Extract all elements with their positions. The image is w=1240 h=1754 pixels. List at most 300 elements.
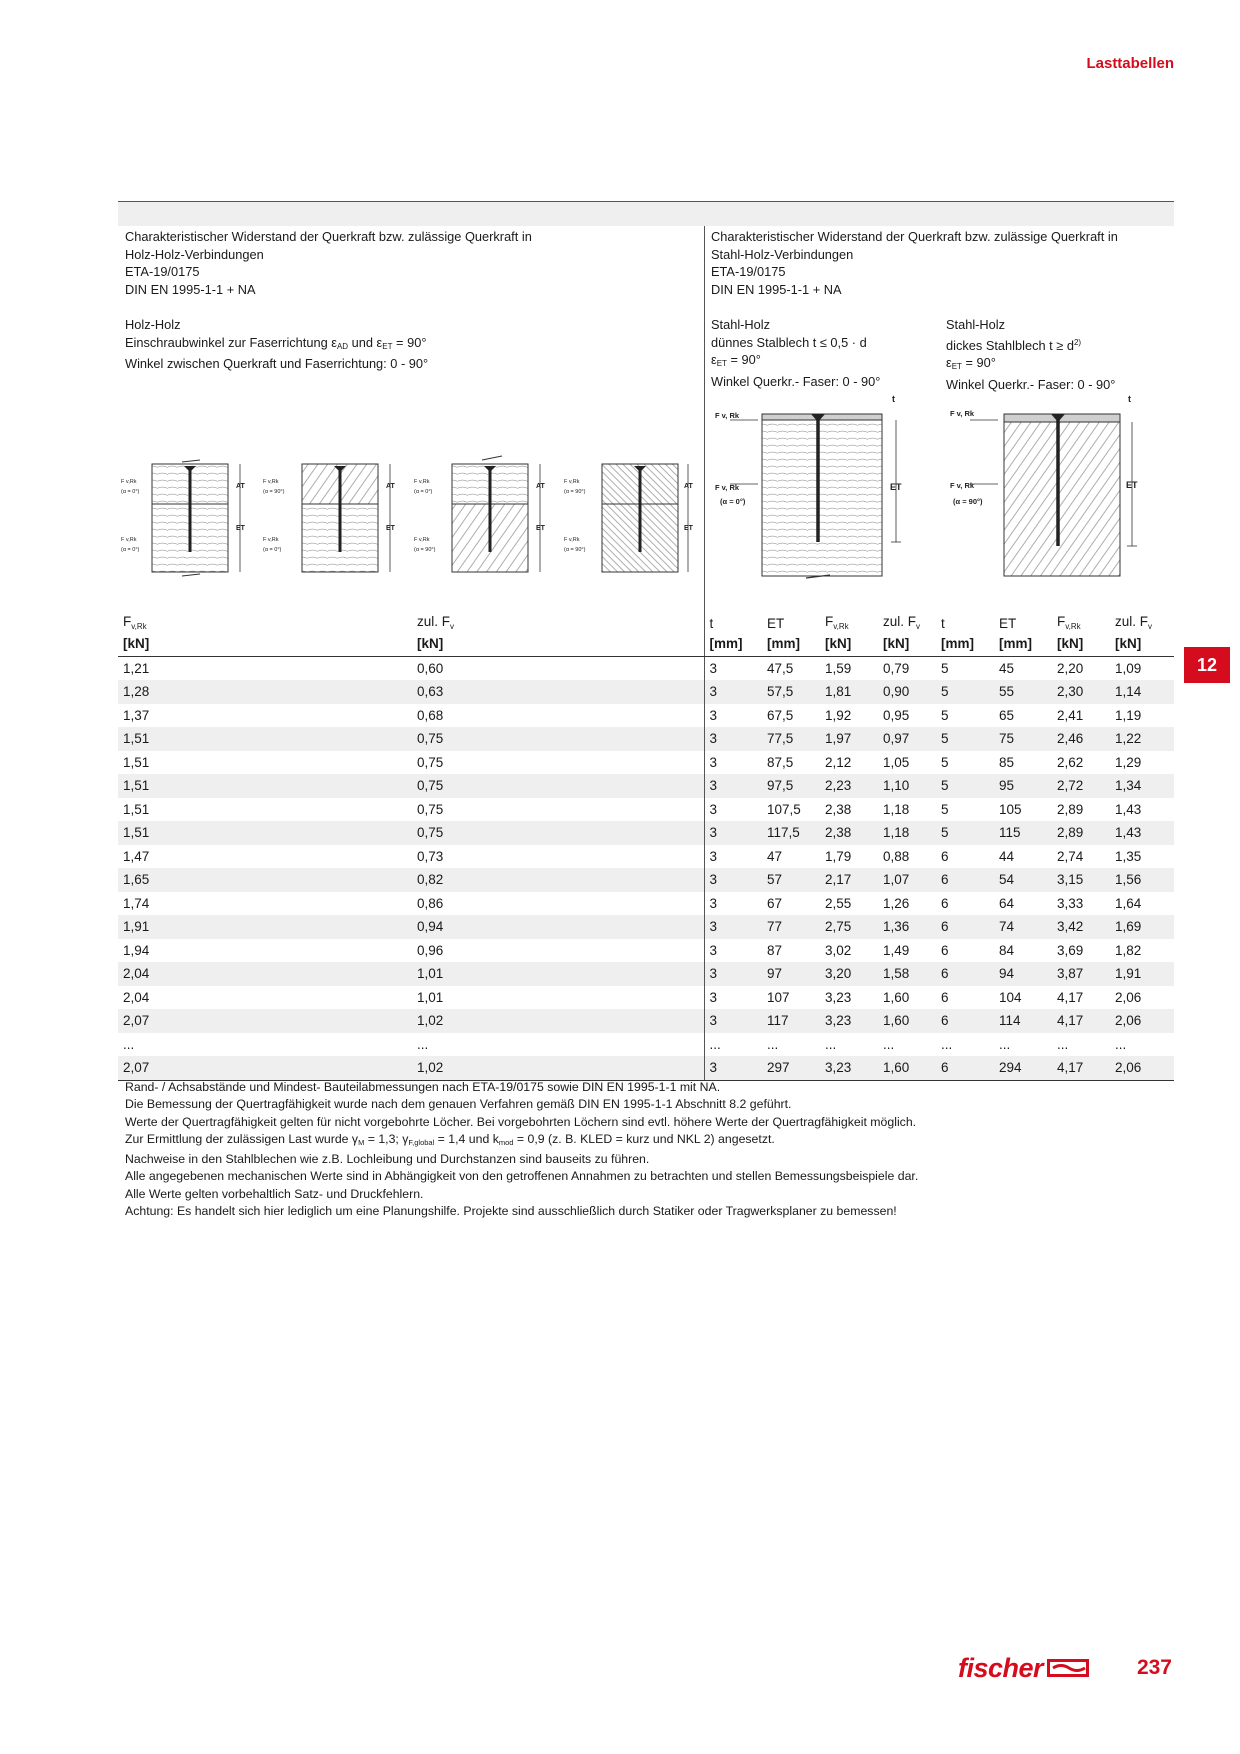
note-line: Werte der Quertragfähigkeit gelten für nicht vorgebohrte Löcher. Bei vorgebohrten Löchern sind evtl. höhere Werte der Quertragfähigkeit möglich. — [125, 1114, 917, 1129]
svg-text:F v,Rk: F v,Rk — [564, 537, 580, 543]
table-cell: 4,17 — [1052, 1009, 1110, 1033]
table-cell: 1,18 — [883, 801, 910, 817]
table-cell: 5 — [941, 801, 949, 817]
svg-text:(α = 0°): (α = 0°) — [720, 497, 746, 506]
svg-text:AT: AT — [386, 483, 395, 490]
column-header: zul. $F_v$ — [883, 614, 921, 631]
table-cell: 3 — [704, 656, 762, 680]
logo-mark-icon — [1047, 1658, 1089, 1678]
svg-text:F v,Rk: F v,Rk — [414, 537, 430, 543]
table-cell: 2,04 — [118, 962, 412, 986]
svg-text:F v,Rk: F v,Rk — [263, 479, 279, 485]
table-cell: 1,35 — [1115, 848, 1142, 864]
right-header-line: Charakteristischer Widerstand der Querkraft bzw. zulässige Querkraft in — [711, 229, 1118, 244]
table-cell: 6 — [936, 1009, 994, 1033]
table-cell: 0,73 — [417, 848, 444, 864]
table-cell: 6 — [936, 962, 994, 986]
footnotes — [125, 1079, 1165, 1220]
column-header: $F_{v,Rk}$ — [825, 614, 849, 631]
table-cell: 1,19 — [1115, 707, 1142, 723]
table-cell: 2,30 — [1052, 680, 1110, 704]
svg-text:F v,Rk: F v,Rk — [121, 479, 137, 485]
table-cell: 1,92 — [825, 707, 852, 723]
table-cell: 57,5 — [762, 680, 820, 704]
note-line: Rand- / Achsabstände und Mindest- Bauteilabmessungen nach ETA-19/0175 sowie DIN EN 1995-1-1 mit NA. — [125, 1080, 721, 1094]
svg-text:F v,Rk: F v,Rk — [414, 479, 430, 485]
note-line: Alle Werte gelten vorbehaltlich Satz- und Druckfehlern. — [125, 1186, 424, 1201]
unit-cell: [mm] — [936, 632, 994, 656]
left-header-angle-2: Winkel zwischen Querkraft und Faserrichtung: 0 - 90° — [125, 356, 429, 372]
table-cell: ... — [123, 1036, 135, 1052]
table-cell: 2,06 — [1110, 1056, 1174, 1080]
table-cell: 1,26 — [883, 895, 910, 911]
table-cell: 3 — [704, 774, 762, 798]
table-cell: 57 — [762, 868, 820, 892]
right-header — [711, 228, 1118, 298]
holz-holz-diagram-1 — [121, 460, 246, 576]
table-cell: 0,75 — [412, 727, 704, 751]
table-cell: 2,06 — [1110, 1009, 1174, 1033]
table-cell: 294 — [994, 1056, 1052, 1080]
column-header: t — [704, 605, 762, 632]
table-cell: 1,51 — [123, 801, 150, 817]
table-cell: 4,17 — [1057, 989, 1084, 1005]
table-cell: 2,38 — [820, 821, 878, 845]
left-header-title: Holz-Holz — [125, 316, 181, 332]
table-cell: 117 — [762, 1009, 820, 1033]
svg-text:F v,Rk: F v,Rk — [564, 479, 580, 485]
table-row — [118, 892, 1174, 916]
table-row — [118, 915, 1174, 939]
table-row — [118, 774, 1174, 798]
table-cell: 0,75 — [412, 774, 704, 798]
thick-plate-title: Stahl-Holz — [946, 317, 1006, 332]
unit-cell: [kN] — [1110, 632, 1174, 656]
diagram-svg — [118, 380, 1174, 586]
table-cell: 6 — [936, 915, 994, 939]
table-cell: 97 — [762, 962, 820, 986]
table-cell: 0,75 — [412, 821, 704, 845]
table-cell: 1,69 — [1110, 915, 1174, 939]
table-row — [118, 751, 1174, 775]
table-cell: 0,75 — [417, 801, 444, 817]
thick-plate-epsilon: $\varepsilon_{ET} = 90^\circ$ — [946, 355, 996, 372]
table-cell: 77 — [762, 915, 820, 939]
table-cell: 3,23 — [825, 989, 852, 1005]
table-cell: ... — [704, 1033, 762, 1057]
table-cell: 3,02 — [825, 942, 852, 958]
table-cell: 1,51 — [118, 821, 412, 845]
thin-plate-condition: dünnes Stalblech t ≤ 0,5 · d — [711, 334, 867, 350]
table-body — [118, 656, 1174, 1080]
table-cell: 3,69 — [1057, 942, 1084, 958]
table-row — [118, 939, 1174, 963]
table-cell: 0,63 — [412, 680, 704, 704]
table-cell: 1,01 — [412, 962, 704, 986]
svg-text:(α = 90°): (α = 90°) — [564, 547, 586, 553]
table-cell: 297 — [762, 1056, 820, 1080]
table-cell: 3,33 — [1057, 895, 1084, 911]
table-cell: 0,95 — [883, 707, 910, 723]
table-cell: 84 — [999, 942, 1015, 958]
svg-text:F v, Rk: F v, Rk — [715, 483, 740, 492]
table-cell: 87 — [767, 942, 783, 958]
table-cell: 2,38 — [825, 801, 852, 817]
note-line: Zur Ermittlung der zulässigen Last wurde $\gamma_M = 1,3$; $\gamma_{F,global} = 1,4$ und $k_{mod} = 0,9$ (z. B. KLED = kurz und NKL 2) angesetzt. — [125, 1131, 775, 1147]
table-cell: 1,09 — [1115, 660, 1142, 676]
section-title: Lasttabellen — [1086, 55, 1174, 72]
svg-text:(α = 90°): (α = 90°) — [414, 547, 436, 553]
unit-cell: [mm] — [994, 632, 1052, 656]
table-cell: 2,04 — [123, 989, 150, 1005]
table-row — [118, 704, 1174, 728]
table-cell: 1,29 — [1115, 754, 1142, 770]
svg-text:AT: AT — [236, 483, 245, 490]
table-row — [118, 1056, 1174, 1080]
column-header: $F_{v,Rk}$ — [123, 614, 147, 631]
table-cell: 2,89 — [1052, 821, 1110, 845]
table-cell: 0,90 — [878, 680, 936, 704]
holz-holz-diagram-3 — [414, 456, 546, 572]
svg-text:F v, Rk: F v, Rk — [950, 481, 975, 490]
stahl-holz-thin-diagram — [715, 394, 902, 578]
table-cell: 1,43 — [1115, 801, 1142, 817]
table-cell: 1,65 — [118, 868, 412, 892]
table-cell: 2,07 — [118, 1056, 412, 1080]
table-cell: 1,14 — [1110, 680, 1174, 704]
table-cell: 0,88 — [883, 848, 910, 864]
svg-text:AT: AT — [536, 483, 545, 490]
table-cell: 1,97 — [820, 727, 878, 751]
thin-plate-angle: Winkel Querkr.- Faser: 0 - 90° — [711, 373, 881, 389]
table-cell: 1,60 — [878, 1009, 936, 1033]
table-cell: 1,91 — [118, 915, 412, 939]
table-cell: 5 — [936, 727, 994, 751]
right-header-line: Stahl-Holz-Verbindungen — [711, 246, 854, 262]
table-cell: 1,51 — [118, 774, 412, 798]
column-header: zul. $F_v$ — [1115, 614, 1153, 631]
table-cell: 1,58 — [878, 962, 936, 986]
table-cell: 1,91 — [1110, 962, 1174, 986]
column-header: ET — [767, 616, 785, 631]
table-cell: ... — [1115, 1036, 1127, 1052]
fischer-logo — [958, 1651, 1089, 1685]
svg-text:(α = 0°): (α = 0°) — [263, 547, 282, 553]
table-cell: 107 — [767, 989, 790, 1005]
table-row — [118, 986, 1174, 1010]
table-row — [118, 962, 1174, 986]
table-cell: 1,02 — [412, 1009, 704, 1033]
table-cell: 3 — [704, 1056, 762, 1080]
thick-plate-condition: dickes Stahlblech $t \ge d^{2)}$ — [946, 337, 1082, 353]
table-cell: 5 — [936, 821, 994, 845]
table-cell: 115 — [994, 821, 1052, 845]
table-cell: 3,23 — [820, 1056, 878, 1080]
table-cell: 1,60 — [883, 989, 910, 1005]
unit-cell: [kN] — [118, 632, 412, 656]
table-cell: 1,28 — [118, 680, 412, 704]
table-cell: 107,5 — [767, 801, 801, 817]
holz-holz-diagram-2 — [263, 464, 396, 572]
svg-text:(α = 0°): (α = 0°) — [121, 547, 140, 553]
svg-text:(α = 90°): (α = 90°) — [263, 489, 285, 495]
table-row — [118, 680, 1174, 704]
table-cell: 5 — [941, 754, 949, 770]
table-cell: 6 — [936, 1056, 994, 1080]
table-cell: 3,87 — [1052, 962, 1110, 986]
table-cell: 6 — [941, 895, 949, 911]
note-line: Die Bemessung der Quertragfähigkeit wurde nach dem genauen Verfahren gemäß DIN EN 1995-1-1 Abschnitt 8.2 geführt. — [125, 1097, 792, 1112]
table-cell: 3 — [704, 986, 762, 1010]
table-cell: 3 — [704, 939, 762, 963]
column-header: zul. $F_v$ — [417, 614, 455, 631]
svg-text:ET: ET — [536, 525, 545, 532]
table-cell: 5 — [941, 660, 949, 676]
table-cell: 65 — [999, 707, 1015, 723]
table-row — [118, 868, 1174, 892]
table-cell: 1,51 — [123, 754, 150, 770]
note-line: Achtung: Es handelt sich hier lediglich um eine Planungshilfe. Projekte sind ausschließlich durch Statiker oder Tragwerksplaner zu bemessen! — [125, 1204, 897, 1219]
table-cell: 1,37 — [123, 707, 150, 723]
column-header: ET — [999, 616, 1017, 631]
table-row — [118, 821, 1174, 845]
table-cell: 3 — [704, 680, 762, 704]
table-cell: 64 — [999, 895, 1015, 911]
table-cell: ... — [825, 1036, 837, 1052]
table-cell: 1,79 — [825, 848, 852, 864]
svg-text:AT: AT — [684, 483, 693, 490]
table-cell: 1,60 — [878, 1056, 936, 1080]
table-cell: 0,60 — [417, 660, 444, 676]
table-cell: 75 — [994, 727, 1052, 751]
table-cell: 1,05 — [883, 754, 910, 770]
table-cell: 47,5 — [767, 660, 794, 676]
table-cell: 1,10 — [878, 774, 936, 798]
svg-text:F v,Rk: F v,Rk — [121, 537, 137, 543]
table-cell: 1,01 — [417, 989, 444, 1005]
table-cell: 2,55 — [825, 895, 852, 911]
table-cell: 3 — [704, 868, 762, 892]
table-cell: 3,15 — [1052, 868, 1110, 892]
svg-text:ET: ET — [386, 525, 395, 532]
table-cell: 1,18 — [878, 821, 936, 845]
table-cell: 0,97 — [878, 727, 936, 751]
table-header-row — [118, 605, 1174, 632]
table-cell: 45 — [999, 660, 1015, 676]
table-cell: 1,02 — [412, 1056, 704, 1080]
table-cell: 1,34 — [1110, 774, 1174, 798]
table-cell: 1,64 — [1115, 895, 1142, 911]
right-header-line: ETA-19/0175 — [711, 264, 786, 280]
table-cell: 0,79 — [883, 660, 910, 676]
table-cell: 3,23 — [820, 1009, 878, 1033]
holz-holz-diagram-4 — [564, 464, 694, 572]
table-cell: 54 — [994, 868, 1052, 892]
unit-cell: [mm] — [704, 632, 762, 656]
table-cell: ... — [941, 1036, 953, 1052]
table-cell: 0,96 — [417, 942, 444, 958]
table-row — [118, 727, 1174, 751]
table-cell: ... — [767, 1036, 779, 1052]
table-row — [118, 845, 1174, 869]
table-cell: 3 — [704, 751, 762, 775]
table-cell: 74 — [994, 915, 1052, 939]
table-cell: 3 — [704, 962, 762, 986]
thin-plate-title: Stahl-Holz — [711, 317, 771, 332]
table-cell: 97,5 — [762, 774, 820, 798]
table-cell: 1,94 — [123, 942, 150, 958]
unit-cell: [kN] — [412, 632, 704, 656]
svg-text:ET: ET — [890, 482, 902, 492]
svg-text:F v,Rk: F v,Rk — [263, 537, 279, 543]
unit-cell: [mm] — [762, 632, 820, 656]
table-cell: ... — [999, 1036, 1011, 1052]
svg-text:t: t — [1128, 394, 1131, 404]
table-cell: 6 — [936, 868, 994, 892]
table-cell: 1,47 — [123, 848, 150, 864]
table-cell: 1,81 — [820, 680, 878, 704]
connection-diagrams — [118, 380, 1174, 586]
table-cell: 2,74 — [1057, 848, 1084, 864]
note-line: Nachweise in den Stahlblechen wie z.B. Lochleibung und Durchstanzen sind bauseits zu führen. — [125, 1152, 650, 1167]
table-cell: 3 — [704, 1009, 762, 1033]
table-cell: 1,51 — [118, 727, 412, 751]
table-cell: 95 — [994, 774, 1052, 798]
table-cell: 1,07 — [878, 868, 936, 892]
table-cell: 1,36 — [878, 915, 936, 939]
table-cell: 2,17 — [820, 868, 878, 892]
page-number: 237 — [1136, 1656, 1172, 1679]
table-cell: ... — [417, 1036, 429, 1052]
left-header-angle: Einschraubwinkel zur Faserrichtung $\varepsilon_{AD}$ und $\varepsilon_{ET} = 90^\circ$ — [125, 334, 427, 351]
table-cell: 2,72 — [1052, 774, 1110, 798]
table-cell: 1,43 — [1110, 821, 1174, 845]
table-cell: 67,5 — [767, 707, 794, 723]
table-cell: 3,42 — [1052, 915, 1110, 939]
table-cell: 2,75 — [820, 915, 878, 939]
table-cell: 44 — [999, 848, 1015, 864]
header-band — [118, 202, 1174, 226]
table-cell: 1,82 — [1115, 942, 1142, 958]
table-cell: 2,20 — [1057, 660, 1084, 676]
table-cell: 5 — [936, 774, 994, 798]
table-cell: 3 — [704, 892, 762, 916]
table-cell: 2,89 — [1057, 801, 1084, 817]
table-cell: 1,74 — [123, 895, 150, 911]
table-cell: 104 — [999, 989, 1022, 1005]
table-unit-row — [118, 632, 1174, 656]
load-table — [118, 605, 1174, 1081]
table-cell: 2,12 — [825, 754, 852, 770]
table-cell: 3,20 — [820, 962, 878, 986]
thin-plate-epsilon: $\varepsilon_{ET} = 90^\circ$ — [711, 352, 761, 369]
stahl-holz-thick-diagram — [950, 394, 1138, 576]
chapter-tab[interactable]: 12 — [1184, 647, 1230, 683]
table-cell: 2,46 — [1052, 727, 1110, 751]
table-cell: 1,49 — [883, 942, 910, 958]
left-header-line: ETA-19/0175 — [125, 264, 200, 280]
table-cell: 2,62 — [1057, 754, 1084, 770]
table-cell: 1,56 — [1110, 868, 1174, 892]
table-cell: 2,41 — [1057, 707, 1084, 723]
table-cell: 94 — [994, 962, 1052, 986]
table-cell: 3 — [704, 798, 762, 822]
left-header-line: Holz-Holz-Verbindungen — [125, 246, 264, 262]
table-row — [118, 1033, 1174, 1057]
table-cell: 6 — [941, 989, 949, 1005]
thick-plate-angle: Winkel Querkr.- Faser: 0 - 90° — [946, 376, 1116, 392]
left-header-line: Charakteristischer Widerstand der Querkraft bzw. zulässige Querkraft in — [125, 229, 532, 244]
right-header-line: DIN EN 1995-1-1 + NA — [711, 281, 842, 297]
table-cell: 1,59 — [825, 660, 852, 676]
table-row — [118, 1009, 1174, 1033]
svg-text:(α = 90°): (α = 90°) — [953, 497, 983, 506]
svg-text:ET: ET — [684, 525, 693, 532]
table-cell: 67 — [767, 895, 783, 911]
table-cell: 114 — [994, 1009, 1052, 1033]
table-cell: 105 — [999, 801, 1022, 817]
svg-text:t: t — [892, 394, 895, 404]
svg-text:(α = 0°): (α = 0°) — [121, 489, 140, 495]
table-cell: 0,75 — [417, 754, 444, 770]
table-cell: 0,94 — [412, 915, 704, 939]
table-row — [118, 656, 1174, 680]
unit-cell: [kN] — [878, 632, 936, 656]
left-header — [125, 228, 532, 373]
column-header: t — [941, 616, 945, 631]
table-cell: 1,21 — [123, 660, 150, 676]
table-cell: ... — [1057, 1036, 1069, 1052]
table-cell: 1,22 — [1110, 727, 1174, 751]
svg-text:(α = 0°): (α = 0°) — [414, 489, 433, 495]
table-cell: 3 — [704, 845, 762, 869]
table-cell: 0,68 — [417, 707, 444, 723]
svg-text:ET: ET — [236, 525, 245, 532]
column-header: $F_{v,Rk}$ — [1057, 614, 1081, 631]
table-cell: 2,06 — [1115, 989, 1142, 1005]
table-cell: 6 — [941, 848, 949, 864]
logo-wordmark: fischer — [958, 1652, 1044, 1683]
table-cell: 47 — [767, 848, 783, 864]
table-cell: 87,5 — [767, 754, 794, 770]
table-cell: 3 — [704, 915, 762, 939]
table-cell: 117,5 — [762, 821, 820, 845]
table-cell: ... — [883, 1036, 895, 1052]
unit-cell: [kN] — [1052, 632, 1110, 656]
table-cell: 85 — [999, 754, 1015, 770]
svg-text:F v, Rk: F v, Rk — [715, 411, 740, 420]
svg-text:ET: ET — [1126, 480, 1138, 490]
table-cell: 5 — [936, 680, 994, 704]
left-header-line: DIN EN 1995-1-1 + NA — [125, 281, 256, 297]
unit-cell: [kN] — [820, 632, 878, 656]
table-cell: 6 — [941, 942, 949, 958]
table-cell: 77,5 — [762, 727, 820, 751]
table-cell: 5 — [941, 707, 949, 723]
spacer — [125, 298, 532, 316]
table-cell: 2,07 — [118, 1009, 412, 1033]
note-line: Alle angegebenen mechanischen Werte sind in Abhängigkeit von den getroffenen Annahmen zu betrachten und stellen Bemessungsbeispiele dar. — [125, 1169, 919, 1184]
table-cell: 0,86 — [417, 895, 444, 911]
table-cell: 3 — [704, 821, 762, 845]
table-cell: 3 — [704, 727, 762, 751]
table-row — [118, 798, 1174, 822]
svg-text:(α = 90°): (α = 90°) — [564, 489, 586, 495]
table-cell: 3 — [704, 704, 762, 728]
table-cell: 4,17 — [1052, 1056, 1110, 1080]
table-cell: 2,23 — [820, 774, 878, 798]
svg-text:F v, Rk: F v, Rk — [950, 409, 975, 418]
